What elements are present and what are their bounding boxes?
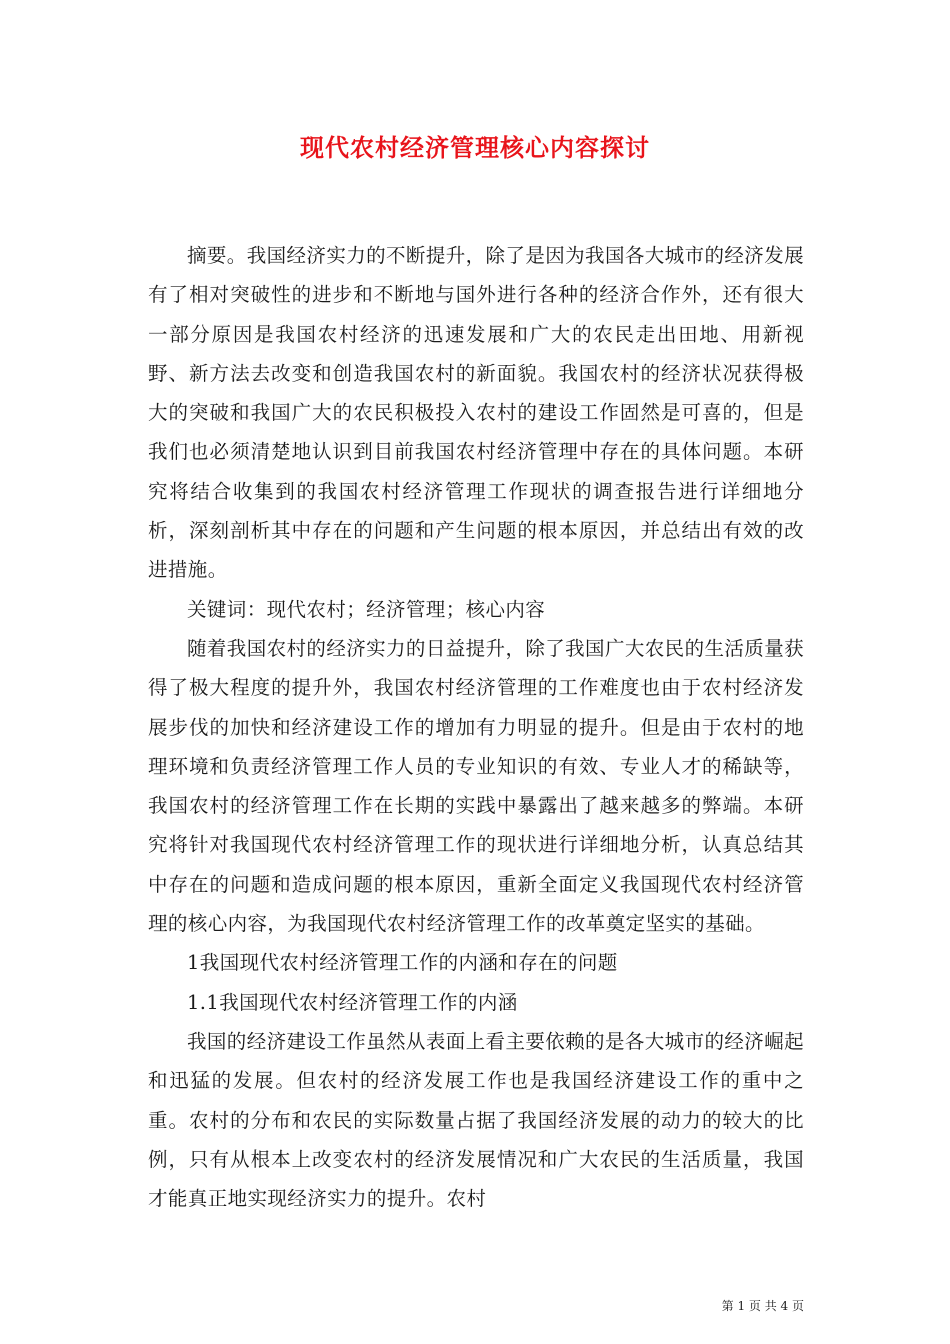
body-paragraph: 我国的经济建设工作虽然从表面上看主要依赖的是各大城市的经济崛起和迅猛的发展。但农村的经济发展工作也是我国经济建设工作的重中之重。农村的分布和农民的实际数量占据了我国经济发展的动力的较大的比例，只有从根本上改变农村的经济发展情况和广大农民的生活质量，我国才能真正地实现经济实力的提升。农村 [148,1029,804,1211]
keywords-line: 关键词：现代农村；经济管理；核心内容 [187,597,546,621]
page-footer: 第 1 页 共 4 页 [721,1299,804,1313]
document-body [148,236,804,1218]
abstract-paragraph: 摘要。我国经济实力的不断提升，除了是因为我国各大城市的经济发展有了相对突破性的进步和不断地与国外进行各种的经济合作外，还有很大一部分原因是我国农村经济的迅速发展和广大的农民走出田地、用新视野、新方法去改变和创造我国农村的新面貌。我国农村的经济状况获得极大的突破和我国广大的农民积极投入农村的建设工作固然是可喜的，但是我们也必须清楚地认识到目前我国农村经济管理中存在的具体问题。本研究将结合收集到的我国农村经济管理工作现状的调查报告进行详细地分析，深刻剖析其中存在的问题和产生问题的根本原因，并总结出有效的改进措施。 [148,244,804,582]
section-heading-1: 1我国现代农村经济管理工作的内涵和存在的问题 [187,951,618,975]
section-heading-1-1: 1.1我国现代农村经济管理工作的内涵 [187,990,518,1014]
intro-paragraph: 随着我国农村的经济实力的日益提升，除了我国广大农民的生活质量获得了极大程度的提升外，我国农村经济管理的工作难度也由于农村经济发展步伐的加快和经济建设工作的增加有力明显的提升。但是由于农村的地理环境和负责经济管理工作人员的专业知识的有效、专业人才的稀缺等，我国农村的经济管理工作在长期的实践中暴露出了越来越多的弊端。本研究将针对我国现代农村经济管理工作的现状进行详细地分析，认真总结其中存在的问题和造成问题的根本原因，重新全面定义我国现代农村经济管理的核心内容，为我国现代农村经济管理工作的改革奠定坚实的基础。 [148,636,804,936]
document-title: 现代农村经济管理核心内容探讨 [300,133,650,162]
